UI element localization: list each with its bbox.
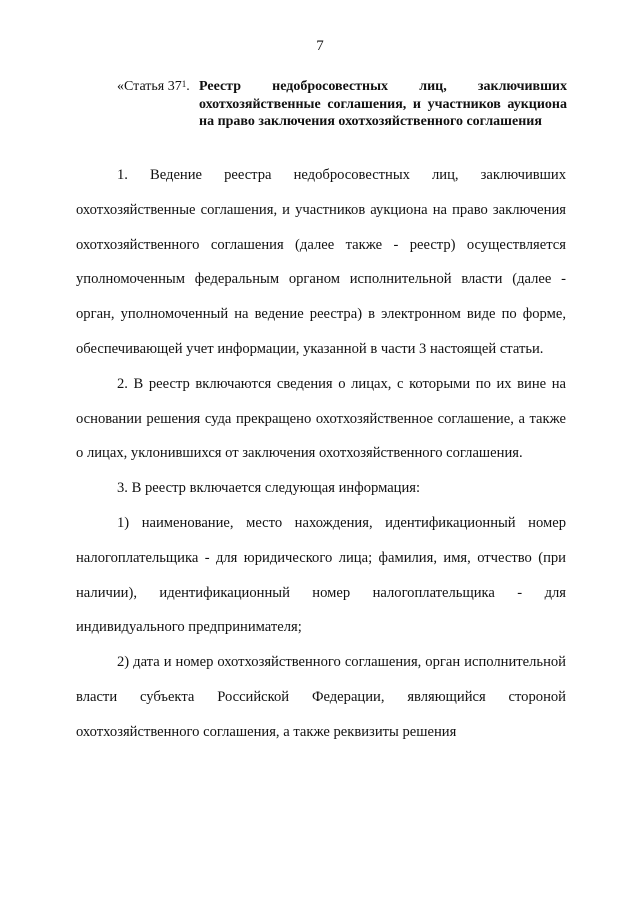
paragraph-3: 3. В реестр включается следующая информация:	[117, 480, 421, 497]
paragraph-2: 2. В реестр включаются сведения о лицах, с которыми по их вине на основании решения суда прекращено охотхозяйственное соглашение, а также о лицах, уклонившихся от заключения охотхозяйственного соглашения.	[76, 375, 566, 462]
document-body	[76, 158, 566, 750]
article-title: Реестр недобросовестных лиц, заключивших охотхозяйственные соглашения, и участников аукциона на право заключения охотхозяйственного соглашения	[199, 79, 567, 129]
article-label-text: «Статья 37	[117, 79, 182, 94]
article-label	[117, 78, 199, 96]
page-number: 7	[316, 38, 324, 54]
paragraph-item-2: 2) дата и номер охотхозяйственного соглашения, орган исполнительной власти субъекта Российской Федерации, являющийся стороной охотхозяйственного соглашения, а также реквизиты решения	[76, 654, 566, 740]
article-heading	[117, 78, 567, 131]
paragraph-1: 1. Ведение реестра недобросовестных лиц, заключивших охотхозяйственные соглашения, и участников аукциона на право заключения охотхозяйственного соглашения (далее также - реестр) осуществляется уполномоченным федеральным органом исполнительной власти (далее - орган, уполномоченный на ведение реестра) в электронном виде по форме, обеспечивающей учет информации, указанной в части 3 настоящей статьи.	[76, 167, 566, 357]
article-label-dot: .	[186, 79, 190, 94]
paragraph-item-1: 1) наименование, место нахождения, идентификационный номер налогоплательщика - для юридического лица; фамилия, имя, отчество (при наличии), идентификационный номер налогоплательщика - для индивидуального предпринимателя;	[76, 514, 566, 636]
article-superscript: 1	[181, 79, 187, 89]
